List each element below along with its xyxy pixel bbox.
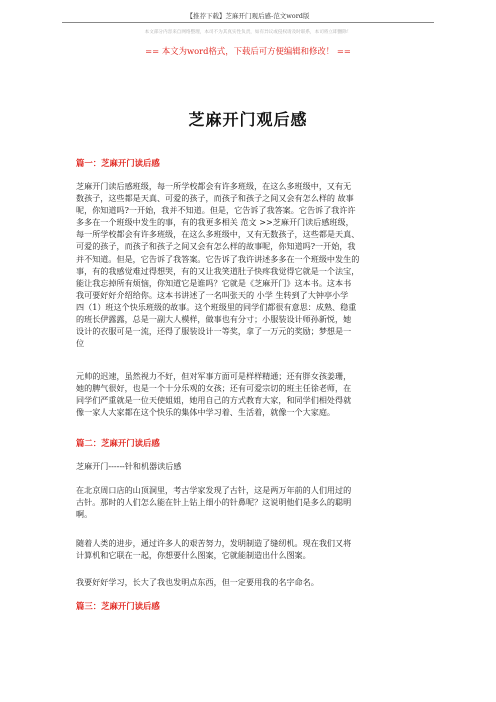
text-line: 数孩子，这些都是天真、可爱的孩子，而孩子和孩子之间又会有怎么样的 故事 bbox=[76, 193, 354, 204]
paragraph bbox=[76, 576, 426, 588]
text-line: 设计的衣服可是一流，还得了服装设计一等奖，拿了一万元的奖励；梦想是一 bbox=[76, 326, 352, 337]
paragraph bbox=[76, 460, 426, 472]
text-line: 能让我忘掉所有烦恼，你知道它是谁吗？它就是《芝麻开门》这本书。这本书 bbox=[76, 277, 352, 288]
text-line: 多多在一个班级中发生的事，有的我更多相关 范文 >>芝麻开门读后感班级， bbox=[76, 217, 354, 228]
text-line: 呢，你知道吗?一开始，我并不知道。但是，它告诉了我答案。它告诉了我许许 bbox=[76, 205, 356, 216]
paragraph bbox=[76, 180, 426, 349]
text-line: 她的脾气很好，也是一个十分乐观的女孩；还有可爱宗切的班主任徐老师，在 bbox=[76, 383, 352, 394]
text-line: 我可要好好介绍给你。这本书讲述了一名叫张天的 小学 生转到了大钟亭小学 bbox=[76, 289, 349, 300]
header-rule bbox=[62, 22, 434, 23]
text-line: 每一所学校都会有许多班级，在这么多班级中，又有无数孩子，这些都是天真、 bbox=[76, 229, 360, 240]
section-heading-3: 篇三：芝麻开门读后感 bbox=[76, 601, 160, 611]
text-line: 事，有的我感觉难过得想哭，有的又让我笑道肚子快疼我觉得它就是一个法宝， bbox=[76, 265, 360, 276]
page-title: 芝麻开门观后感 bbox=[188, 110, 308, 129]
word-format-notice: == 本文为word格式，下载后可方便编辑和修改！ == bbox=[145, 46, 351, 56]
document-header-title: 【推荐下载】芝麻开门观后感-范文word版 bbox=[186, 12, 310, 20]
section-heading-1: 篇一：芝麻开门读后感 bbox=[76, 158, 160, 168]
text-line: 四（1）班这个快乐班级的故事。这个班级里的同学们都很有意思：成熟、稳重 bbox=[76, 301, 357, 312]
section-heading-2: 篇二：芝麻开门读后感 bbox=[76, 438, 160, 448]
text-line: 啊。 bbox=[76, 509, 93, 520]
paragraph bbox=[76, 370, 426, 418]
text-line: 在北京周口店的山顶洞里，考古学家发现了古针，这是两万年前的人们用过的 bbox=[76, 485, 352, 495]
disclaimer-text: 本文部分内容来自网络整理，本司不为其真实性负责，如有异议或侵权请及时联系，本司将立即删除！ bbox=[144, 30, 352, 35]
paragraph bbox=[76, 484, 426, 520]
text-line: 随着人类的进步，通过许多人的艰苦努力，发明制造了缝纫机。现在我们又将 bbox=[76, 538, 352, 548]
text-line: 同学们严重就是一位天使姐姐，她用自己的方式教育大家，和同学们相处得就 bbox=[76, 395, 352, 406]
text-line: 并不知道。但是，它告诉了我答案。它告诉了我许讲述多多在一个班级中发生的 bbox=[76, 253, 360, 264]
text-line: 的班长伊露露，总是一副大人模样，做事也有分寸；小服装设计师孙新悦，她 bbox=[76, 314, 352, 325]
text-line: 位 bbox=[76, 338, 85, 349]
text-line: 芝麻开门读后感班级，每一所学校都会有许多班级，在这么多班级中，又有无 bbox=[76, 181, 352, 191]
text-line: 可爱的孩子，而孩子和孩子之间又会有怎么样的故事呢，你知道吗?一开始，我 bbox=[76, 241, 356, 252]
paragraph bbox=[76, 537, 426, 561]
text-line: 像一家人大家都在这个快乐的集体中学习着、生活着，就像一个大家庭。 bbox=[76, 407, 336, 418]
text-line: 古针。那时的人们怎么能在针上钻上细小的针鼻呢？这说明他们是多么的聪明 bbox=[76, 497, 352, 508]
text-line: 计算机和它联在一起，你想要什么图案，它就能制造出什么图案。 bbox=[76, 550, 311, 561]
text-line: 芝麻开门------针和机器读后感 bbox=[76, 461, 182, 471]
text-line: 我要好好学习，长大了我也发明点东西，但一定要用我的名字命名。 bbox=[76, 577, 319, 587]
text-line: 元帅的迟速，虽然视力不好，但对军事方面可是样样精通；还有胖女孩姜珊， bbox=[76, 371, 352, 381]
